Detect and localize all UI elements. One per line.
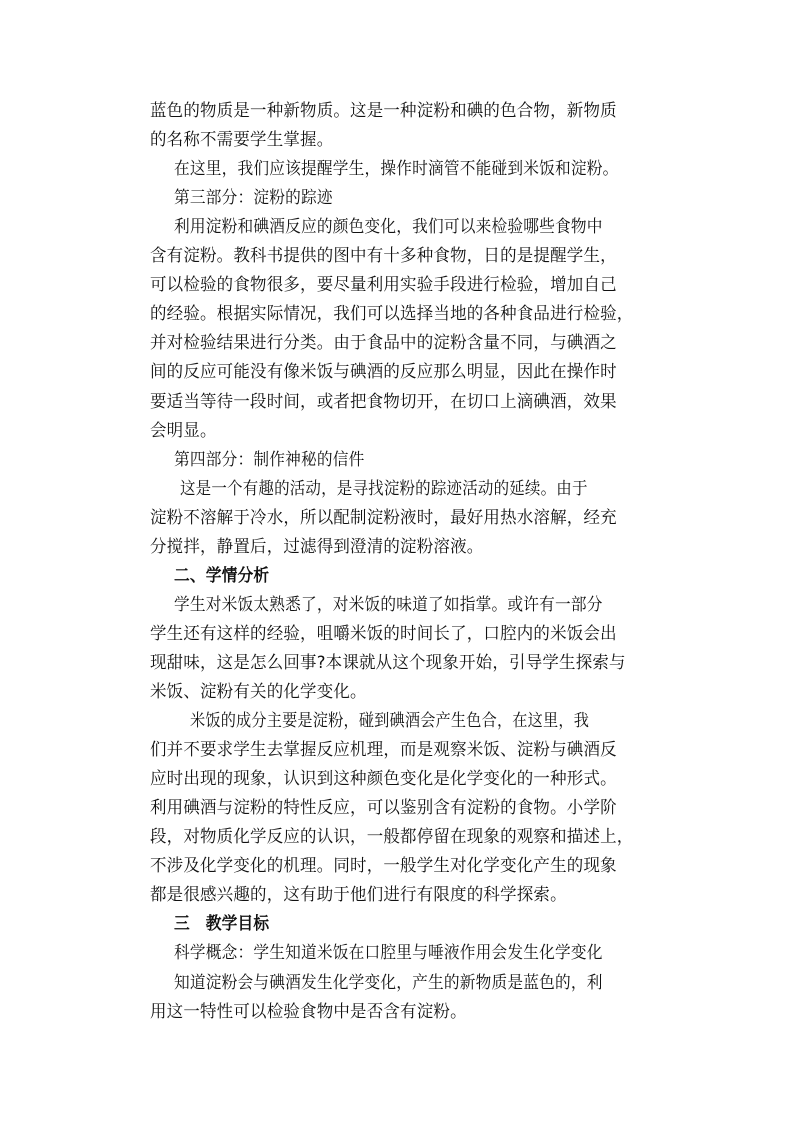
text-line: 现甜味，这是怎么回事?本课就从这个现象开始，引导学生探索与 [150,652,626,673]
text-line: 利用淀粉和碘酒反应的颜色变化，我们可以来检验哪些食物中 [174,217,603,238]
text-line: 淀粉不溶解于冷水，所以配制淀粉液时，最好用热水溶解，经充 [150,507,617,528]
text-line: 知道淀粉会与碘酒发生化学变化，产生的新物质是蓝色的，利 [174,972,603,993]
text-line: 用这一特性可以检验食物中是否含有淀粉。 [150,1001,467,1022]
text-line: 应时出现的现象，认识到这种颜色变化是化学变化的一种形式。 [150,769,617,790]
text-line: 段，对物质化学反应的认识，一般都停留在现象的观察和描述上， [150,827,634,848]
text-line: 米饭、淀粉有关的化学变化。 [150,682,367,702]
text-line: 学生还有这样的经验，咀嚼米饭的时间长了，口腔内的米饭会出 [150,623,617,644]
text-line: 第三部分：淀粉的踪迹 [174,188,333,209]
text-line: 利用碘酒与淀粉的特性反应，可以鉴别含有淀粉的食物。小学阶 [150,798,617,819]
text-line: 分搅拌，静置后，过滤得到澄清的淀粉溶液。 [150,536,484,557]
text-line: 并对检验结果进行分类。由于食品中的淀粉含量不同，与碘酒之 [150,333,617,354]
text-line: 学生对米饭太熟悉了，对米饭的味道了如指掌。或许有一部分 [174,594,603,615]
section-heading: 二、学情分析 [174,565,270,586]
text-line: 含有淀粉。教科书提供的图中有十多种食物，日的是提醒学生， [150,246,617,267]
text-line: 在这里，我们应该提醒学生，操作时滴管不能碰到米饭和淀粉。 [174,159,619,180]
text-line: 们并不要求学生去掌握反应机理，而是观察米饭、淀粉与碘酒反 [150,740,617,761]
text-line: 科学概念：学生知道米饭在口腔里与唾液作用会发生化学变化 [174,943,603,964]
text-line: 间的反应可能没有像米饭与碘酒的反应那么明显，因此在操作时 [150,362,617,383]
text-line: 不涉及化学变化的机理。同时，一般学生对化学变化产生的现象 [150,856,617,877]
text-line: 的经验。根据实际情况，我们可以选择当地的各种食品进行检验， [150,304,634,325]
text-line: 这是一个有趣的活动，是寻找淀粉的踪迹活动的延续。由于 [180,478,588,499]
text-line: 可以检验的食物很多，要尽量利用实验手段进行检验，增加自己 [150,275,617,296]
text-line: 要适当等待一段时间，或者把食物切开，在切口上滴碘酒，效果 [150,391,617,412]
text-line: 的名称不需要学生掌握。 [150,130,334,151]
text-line: 都是很感兴趣的，这有助于他们进行有限度的科学探索。 [150,885,567,906]
section-heading: 三 教学目标 [174,914,270,935]
text-line: 米饭的成分主要是淀粉，碰到碘酒会产生色合，在这里，我 [190,711,590,732]
text-line: 会明显。 [150,420,217,441]
text-line: 蓝色的物质是一种新物质。这是一种淀粉和碘的色合物，新物质 [150,101,617,121]
text-line: 第四部分：制作神秘的信件 [174,449,365,470]
